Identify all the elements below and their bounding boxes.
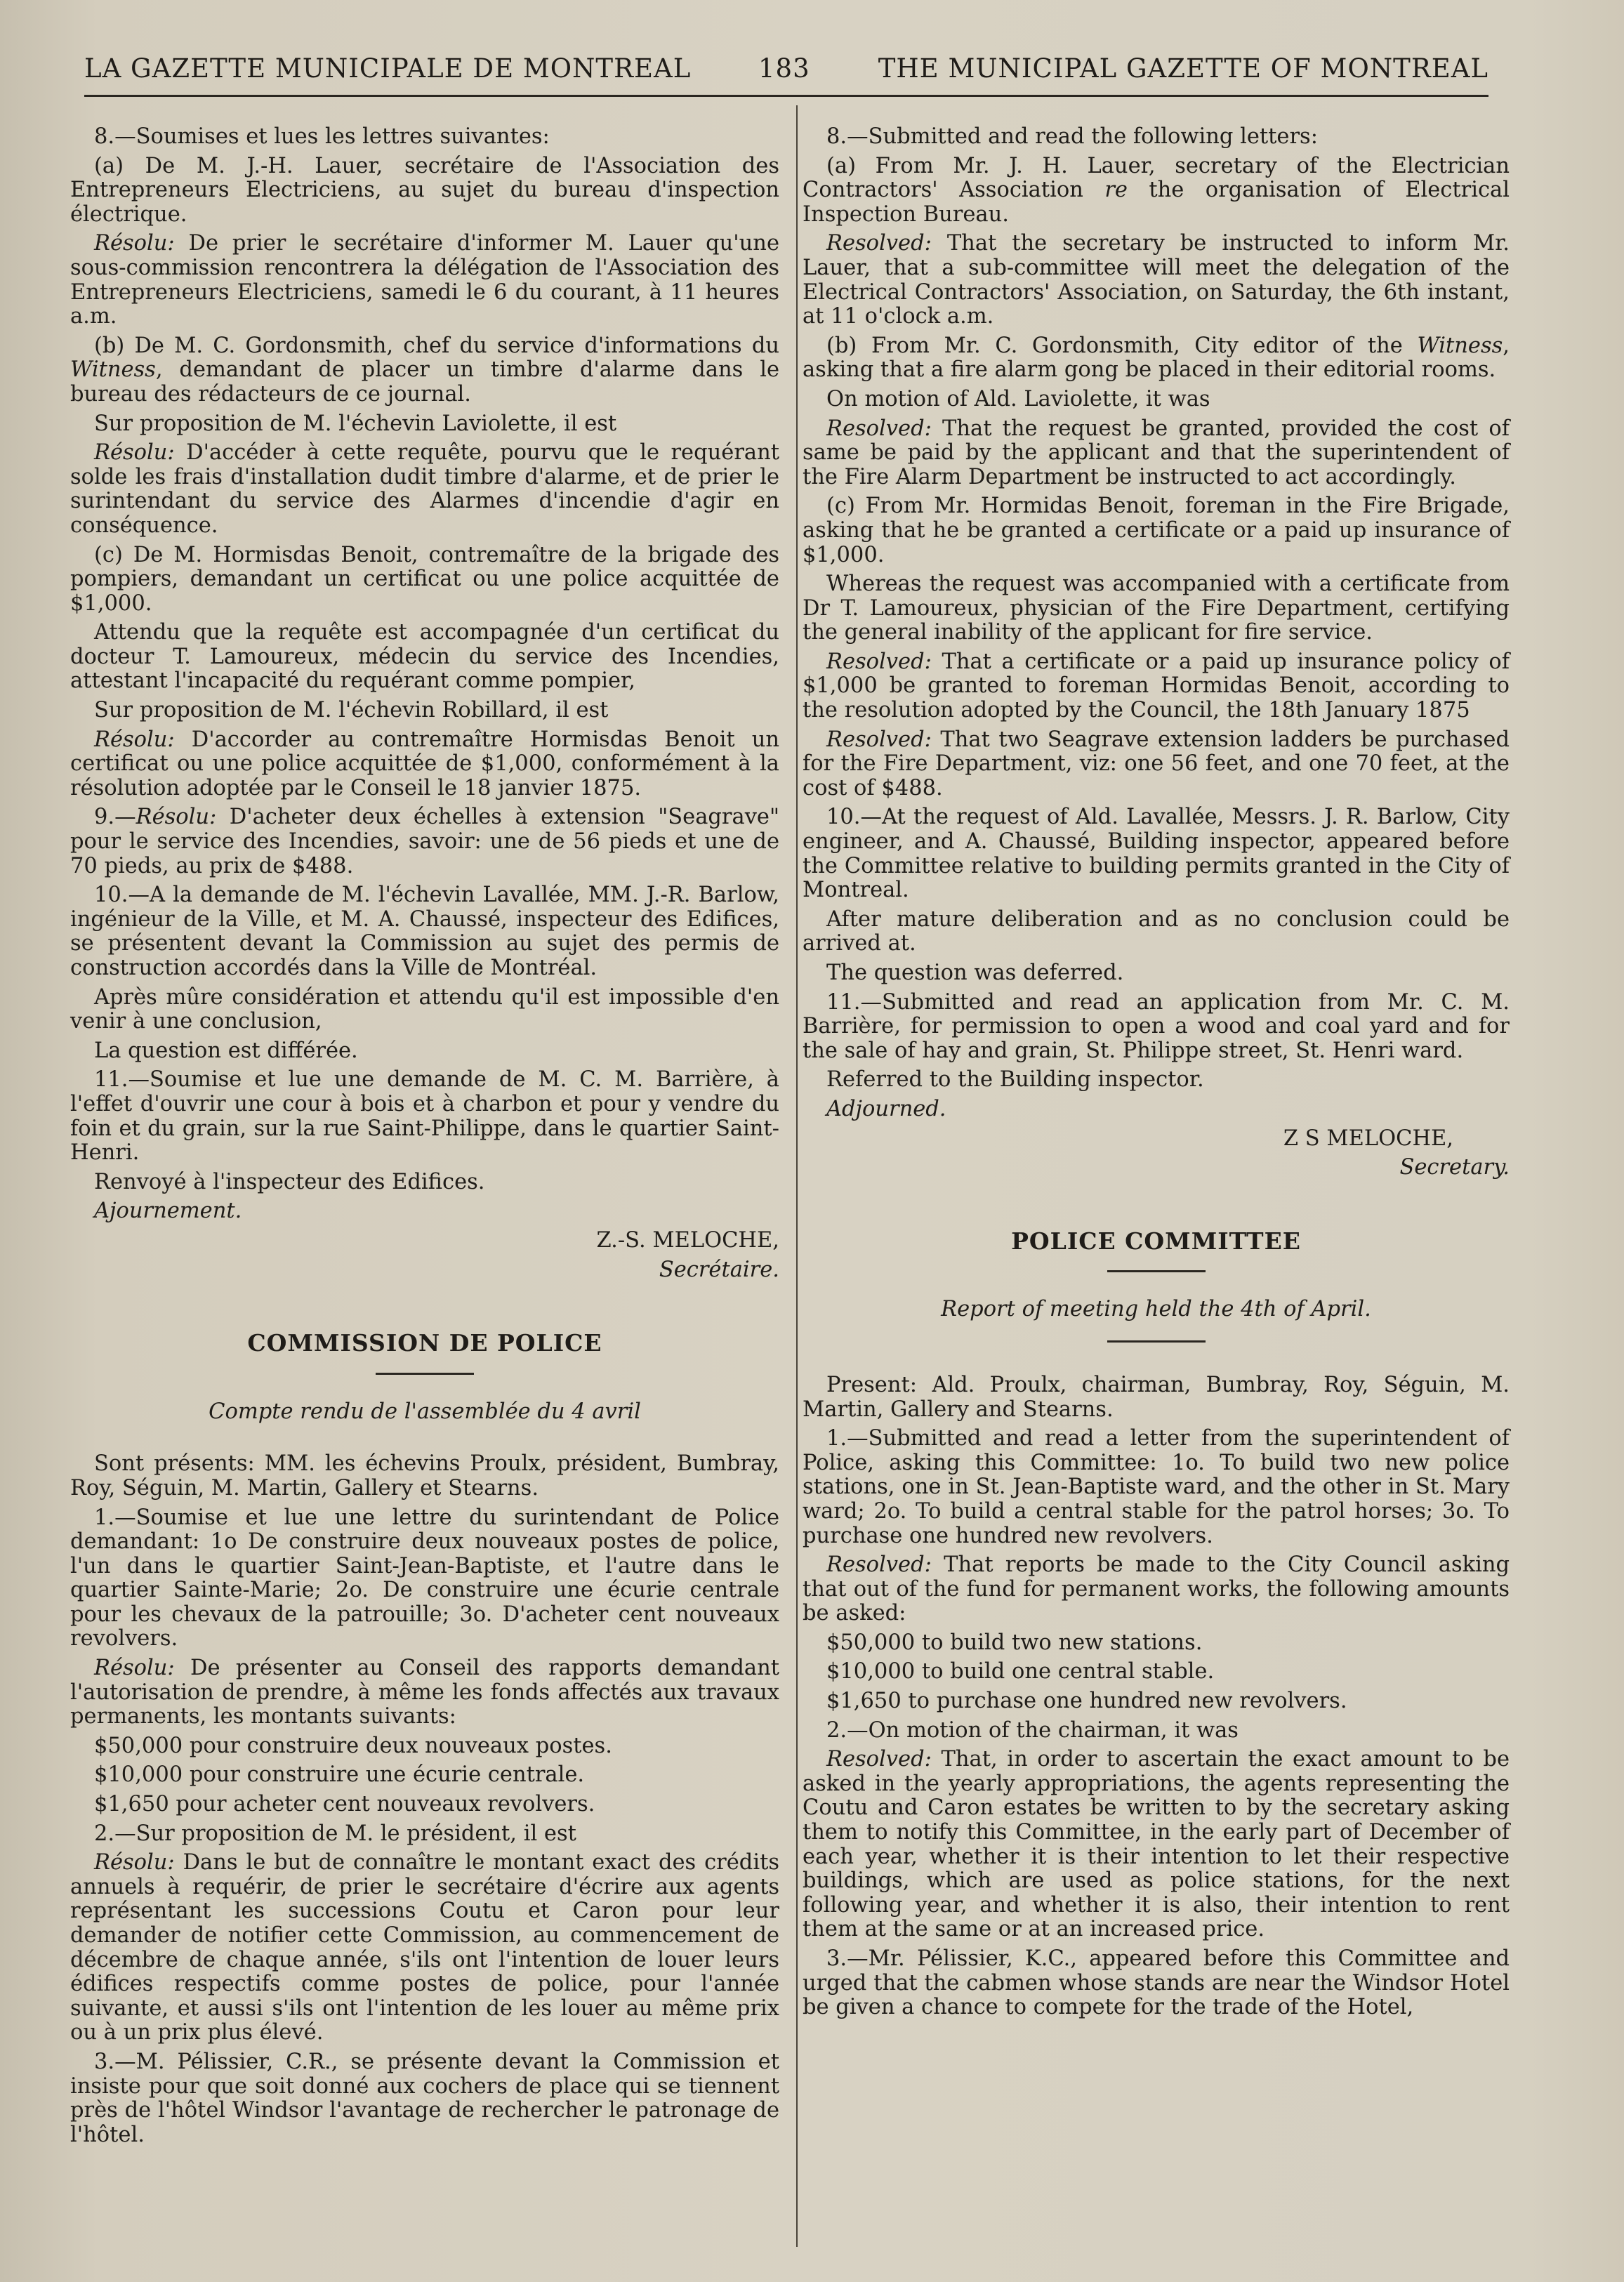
resolution-label: Resolved: xyxy=(826,649,932,674)
paragraph-text: D'accorder au contremaître Hormisdas Benoit un certificat ou une police acquittée de $1,000, conformément à la résolution adoptée par le Conseil le 18 janvier 1875. xyxy=(70,727,779,800)
resolution-label: Résolu: xyxy=(94,231,175,256)
page-number: 183 xyxy=(758,53,810,84)
resolution-label: Résolu: xyxy=(136,805,217,830)
page-header xyxy=(84,49,1488,91)
paragraph: 1.—Submitted and read a letter from the superintendent of Police, asking this Committee: 1o. To build two new police stations, one in St. Jean-Baptiste ward, and the other in St. Mary ward; 2o. To build a central stable for the patrol horses; 3o. To purchase one hundred new revolvers. xyxy=(803,1426,1510,1548)
resolution-label: Resolved: xyxy=(826,1747,932,1772)
paragraph xyxy=(803,650,1510,723)
newspaper-name: Witness xyxy=(70,357,156,383)
paragraph xyxy=(70,805,779,878)
latin-re: re xyxy=(1104,178,1128,203)
paragraph: Renvoyé à l'inspecteur des Edifices. xyxy=(94,1169,485,1194)
paragraph: On motion of Ald. Laviolette, it was xyxy=(826,386,1210,411)
paragraph: 10.—A la demande de M. l'échevin Lavallée, MM. J.-R. Barlow, ingénieur de la Ville, et M. A. Chaussé, inspecteur des Edifices, se présentent devant la Commission au sujet des permis de construction accordés dans la Ville de Montréal. xyxy=(70,883,779,980)
column-divider xyxy=(796,105,798,2247)
paragraph xyxy=(70,1851,779,2045)
signature-name: Z S MELOCHE, xyxy=(1283,1126,1453,1151)
resolution-label: Resolved: xyxy=(826,1552,932,1578)
paragraph-text: (b) De M. C. Gordonsmith, chef du service d'informations du xyxy=(94,333,779,358)
paragraph: 8.—Submitted and read the following letters: xyxy=(826,124,1318,149)
paragraph: 2.—Sur proposition de M. le président, il est xyxy=(94,1821,576,1846)
amount-line: $50,000 to build two new stations. xyxy=(826,1630,1203,1655)
paragraph xyxy=(803,1553,1510,1626)
header-title-french: LA GAZETTE MUNICIPALE DE MONTREAL xyxy=(84,53,692,84)
paragraph: Sur proposition de M. l'échevin Laviolette, il est xyxy=(94,411,617,436)
amount-line: $1,650 pour acheter cent nouveaux revolvers. xyxy=(94,1792,595,1817)
paragraph: 11.—Soumise et lue une demande de M. C. M. Barrière, à l'effet d'ouvrir une cour à bois et à charbon et pour y vendre du foin et du grain, sur la rue Saint-Philippe, dans le quartier Saint-Henri. xyxy=(70,1067,779,1166)
paragraph-text: That, in order to ascertain the exact amount to be asked in the yearly appropriations, the agents representing the Coutu and Caron estates be written to by the secretary asking them to notify this Committee, in the early part of December of each year, whether it is their intention to let their respective buildings, which are used as police stations, for the next following year, and whether it is also, their intention to rent them at the same or at an increased price. xyxy=(803,1747,1510,1942)
paragraph-text: (a) From Mr. J. H. Lauer, secretary of the Electrician Contractors' Association xyxy=(803,153,1510,203)
paragraph-text: , demandant de placer un timbre d'alarme dans le bureau des rédacteurs de ce journal. xyxy=(70,357,779,407)
resolution-label: Résolu: xyxy=(94,1656,175,1681)
paragraph-text: That two Seagrave extension ladders be purchased for the Fire Department, viz: one 56 feet, and one 70 feet, at the cost of $488. xyxy=(803,727,1510,800)
paragraph: 10.—At the request of Ald. Lavallée, Messrs. J. R. Barlow, City engineer, and A. Chaussé, Building inspector, appeared before the Committee relative to building permits granted in the City of Montreal. xyxy=(803,805,1510,903)
paragraph-text: That a certificate or a paid up insurance policy of $1,000 be granted to foreman Hormidas Benoit, according to the resolution adopted by the Council, the 18th January 1875 xyxy=(803,649,1510,723)
paragraph: 8.—Soumises et lues les lettres suivantes: xyxy=(94,124,550,149)
adjournment-text: Ajournement. xyxy=(94,1199,242,1224)
paragraph: (c) From Mr. Hormidas Benoit, foreman in the Fire Brigade, asking that he be granted a certificate or a paid up insurance of $1,000. xyxy=(803,494,1510,567)
paragraph: Referred to the Building inspector. xyxy=(826,1067,1204,1093)
paragraph: 3.—M. Pélissier, C.R., se présente devant la Commission et insiste pour que soit donné aux cochers de place qui se tiennent près de l'hôtel Windsor l'avantage de rechercher le patronage de l'hôtel. xyxy=(70,2049,779,2147)
resolution-label: Resolved: xyxy=(826,727,932,752)
paragraph xyxy=(803,728,1510,801)
paragraph xyxy=(803,232,1510,329)
paragraph xyxy=(70,334,779,407)
paragraph xyxy=(803,334,1510,383)
paragraph: Sur proposition de M. l'échevin Robillard, il est xyxy=(94,698,609,723)
paragraph: (a) De M. J.-H. Lauer, secrétaire de l'Association des Entrepreneurs Electriciens, au sujet du bureau d'inspection électrique. xyxy=(70,153,779,227)
paragraph xyxy=(803,154,1510,227)
section-title: POLICE COMMITTEE xyxy=(1011,1227,1301,1255)
paragraph: 2.—On motion of the chairman, it was xyxy=(826,1717,1239,1743)
title-rule xyxy=(376,1373,474,1375)
paragraph: Attendu que la requête est accompagnée d'un certificat du docteur T. Lamoureux, médecin du service des Incendies, attestant l'incapacité du requérant comme pompier, xyxy=(70,620,779,694)
paragraph: Whereas the request was accompanied with a certificate from Dr T. Lamoureux, physician of the Fire Department, certifying the general inability of the applicant for fire service. xyxy=(803,572,1510,645)
amount-line: $10,000 pour construire une écurie centrale. xyxy=(94,1762,585,1788)
paragraph: Après mûre considération et attendu qu'il est impossible d'en venir à une conclusion, xyxy=(70,984,779,1034)
section-title: COMMISSION DE POLICE xyxy=(247,1329,602,1357)
paragraph-text: De prier le secrétaire d'informer M. Lauer qu'une sous-commission rencontrera la délégation de l'Association des Entrepreneurs Electriciens, samedi le 6 du courant, à 11 heures a.m. xyxy=(70,231,779,329)
title-rule xyxy=(1107,1270,1206,1272)
amount-line: $1,650 to purchase one hundred new revolvers. xyxy=(826,1689,1347,1714)
header-rule xyxy=(84,95,1488,97)
paragraph-text: That the request be granted, provided the cost of same be paid by the applicant and that the superintendent of the Fire Alarm Department be instructed to act accordingly. xyxy=(803,416,1510,489)
paragraph xyxy=(70,441,779,538)
english-column xyxy=(803,125,1510,2025)
resolution-label: Résolu: xyxy=(94,727,175,752)
paragraph-text: D'accéder à cette requête, pourvu que le requérant solde les frais d'installation dudit timbre d'alarme, et de prier le surintendant du service des Alarmes d'incendie d'agir en conséquence. xyxy=(70,440,779,538)
paragraph-text: That reports be made to the City Council asking that out of the fund for permanent works, the following amounts be asked: xyxy=(803,1552,1510,1626)
paragraph-text: the organisation of Electrical Inspection Bureau. xyxy=(803,178,1510,227)
section-subtitle: Compte rendu de l'assemblée du 4 avril xyxy=(209,1399,641,1424)
french-column xyxy=(70,125,779,2152)
paragraph-text: , asking that a fire alarm gong be placed in their editorial rooms. xyxy=(803,333,1510,383)
section-subtitle: Report of meeting held the 4th of April. xyxy=(941,1297,1371,1322)
paragraph xyxy=(70,728,779,801)
paragraph: La question est différée. xyxy=(94,1038,358,1063)
paragraph xyxy=(803,1748,1510,1942)
paragraph: 3.—Mr. Pélissier, K.C., appeared before this Committee and urged that the cabmen whose stands are near the Windsor Hotel be given a chance to compete for the trade of the Hotel, xyxy=(803,1946,1510,2020)
paragraph: 1.—Soumise et lue une lettre du surintendant de Police demandant: 1o De construire deux nouveaux postes de police, l'un dans le quartier Saint-Jean-Baptiste, et l'autre dans le quartier Sainte-Marie; 2o. De construire une écurie centrale pour les chevaux de la patrouille; 3o. D'acheter cent nouveaux revolvers. xyxy=(70,1505,779,1651)
adjournment-text: Adjourned. xyxy=(826,1096,946,1121)
paragraph-text: (b) From Mr. C. Gordonsmith, City editor of the xyxy=(826,333,1418,358)
item-number: 9.— xyxy=(94,805,136,830)
signature-role: Secretary. xyxy=(1399,1155,1510,1180)
paragraph: 11.—Submitted and read an application from Mr. C. M. Barrière, for permission to open a wood and coal yard and for the sale of hay and grain, St. Philippe street, St. Henri ward. xyxy=(803,989,1510,1063)
paragraph: Sont présents: MM. les échevins Proulx, président, Bumbray, Roy, Séguin, M. Martin, Gallery et Stearns. xyxy=(70,1451,779,1501)
paragraph: After mature deliberation and as no conclusion could be arrived at. xyxy=(803,906,1510,956)
signature-name: Z.-S. MELOCHE, xyxy=(596,1227,779,1253)
resolution-label: Resolved: xyxy=(826,416,932,441)
paragraph-text: Dans le but de connaître le montant exact des crédits annuels à requérir, de prier le secrétaire d'écrire aux agents représentant les successions Coutu et Caron pour leur demander de notifier cette Commission, au commencement de décembre de chaque année, s'ils ont l'intention de louer leurs édifices respectifs comme postes de police, pour l'année suivante, et aussi s'ils ont l'intention de les louer au même prix ou à un prix plus élevé. xyxy=(70,1850,779,2045)
adjournment xyxy=(803,1097,1510,1122)
resolution-label: Résolu: xyxy=(94,440,175,466)
paragraph xyxy=(70,232,779,329)
signature-role: Secrétaire. xyxy=(659,1257,779,1282)
amount-line: $10,000 to build one central stable. xyxy=(826,1659,1215,1684)
paragraph-text: De présenter au Conseil des rapports demandant l'autorisation de prendre, à même les fonds affectés aux travaux permanents, les montants suivants: xyxy=(70,1656,779,1729)
paragraph-text: That the secretary be instructed to inform Mr. Lauer, that a sub-committee will meet the delegation of the Electrical Contractors' Association, on Saturday, the 6th instant, at 11 o'clock a.m. xyxy=(803,231,1510,329)
paragraph: Present: Ald. Proulx, chairman, Bumbray, Roy, Séguin, M. Martin, Gallery and Stearns. xyxy=(803,1372,1510,1422)
resolution-label: Resolved: xyxy=(826,231,932,256)
paragraph xyxy=(803,417,1510,490)
paragraph: (c) De M. Hormisdas Benoit, contremaître de la brigade des pompiers, demandant un certificat ou une police acquittée de $1,000. xyxy=(70,542,779,616)
adjournment xyxy=(70,1199,779,1224)
paragraph-text: D'acheter deux échelles à extension "Seagrave" pour le service des Incendies, savoir: une de 56 pieds et une de 70 pieds, au prix de $488. xyxy=(70,805,779,878)
paragraph xyxy=(70,1656,779,1729)
subtitle-rule xyxy=(1107,1340,1206,1343)
header-title-english: THE MUNICIPAL GAZETTE OF MONTREAL xyxy=(878,53,1488,84)
paragraph: The question was deferred. xyxy=(826,961,1124,985)
newspaper-name: Witness xyxy=(1417,333,1503,358)
amount-line: $50,000 pour construire deux nouveaux postes. xyxy=(94,1733,612,1758)
resolution-label: Résolu: xyxy=(94,1850,175,1875)
